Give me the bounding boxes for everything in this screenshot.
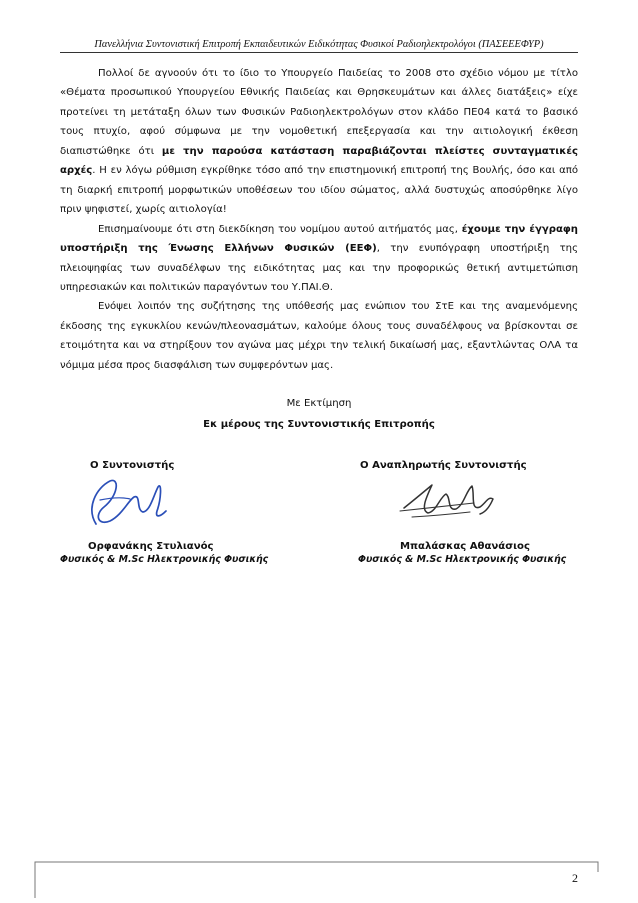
- footer-frame: [35, 862, 598, 898]
- paragraph-1-emphasis: με την παρούσα κατάσταση παραβιάζονται πλείστες συνταγματικές αρχές: [60, 145, 578, 177]
- paragraph-1-text-end: . Η εν λόγω ρύθμιση εγκρίθηκε τόσο από την επιστημονική επιτροπή της Βουλής, όσο και από τη διαρκή επιτροπή μορφωτικών υποθέσεων του ιδίου σώματος, αλλά δυστυχώς αποσύρθηκε λίγο πριν ψηφιστεί, χωρίς αιτιολογία!: [60, 165, 578, 216]
- signatory-1-role: Ο Συντονιστής: [90, 460, 175, 471]
- signatory-2-role: Ο Αναπληρωτής Συντονιστής: [360, 460, 527, 471]
- signatory-2-credential: Φυσικός & M.Sc Ηλεκτρονικής Φυσικής: [358, 554, 567, 565]
- paragraph-2-text: Επισημαίνουμε ότι στη διεκδίκηση του νομίμου αυτού αιτήματός μας,: [98, 223, 462, 235]
- page-number: 2: [572, 871, 578, 885]
- paragraph-2-text-end: , την ενυπόγραφη υποστήριξη της πλειοψηφίας των συναδέλφων της ειδικότητας μας και την προφορικώς θετική αντιμετώπιση υπηρεσιακών και πολιτικών παραγόντων του Υ.ΠΑΙ.Θ.: [60, 243, 578, 293]
- closing-on-behalf: Εκ μέρους της Συντονιστικής Επιτροπής: [203, 419, 435, 430]
- signature-1-image: [92, 480, 166, 524]
- paragraph-2-emphasis: έχουμε την έγγραφη υποστήριξη της Ένωσης Ελλήνων Φυσικών (ΕΕΦ): [60, 223, 578, 255]
- paragraph-1-text: Πολλοί δε αγνοούν ότι το ίδιο το Υπουργείο Παιδείας το 2008 στο σχέδιο νόμου με τίτλο «Θέματα προσωπικού Υπουργείου Εθνικής Παιδείας και Θρησκευμάτων και άλλες διατάξεις» είχε προτείνει τη μετάταξη όλων των Φυσικών Ραδιοηλεκτρολόγων στον κλάδο ΠΕ04 κατά το βασικό τους πτυχίο, αφού σύμφωνα με την νομοθετική επεξεργασία και την αιτιολογική έκθεση διαπιστώθηκε ότι: [60, 68, 578, 157]
- paragraph-3-text: Ενόψει λοιπόν της συζήτησης της υπόθεσής μας ενώπιον του ΣτΕ και της αναμενόμενης έκδοσης της εγκυκλίου κενών/πλεονασμάτων, καλούμε όλους τους συναδέλφους να βρίσκονται σε ετοιμότητα και να στηρίξουν τον αγώνα μας μέχρι την τελική δικαίωσή μας, εξαντλώντας ΟΛΑ τα νόμιμα μέσα προς διασφάλιση των συμφερόντων μας.: [60, 301, 578, 371]
- signatory-1-name: Ορφανάκης Στυλιανός: [88, 541, 214, 552]
- signature-1-stroke: [100, 498, 130, 500]
- running-header: Πανελλήνια Συντονιστική Επιτροπή Εκπαιδευτικών Ειδικότητας Φυσικοί Ραδιοηλεκτρολόγοι (ΠΑΣΕΕΕΦΥΡ): [60, 38, 578, 53]
- closing-regards: Με Εκτίμηση: [286, 398, 352, 409]
- signatory-1-credential: Φυσικός & M.Sc Ηλεκτρονικής Φυσικής: [60, 554, 269, 565]
- signatory-2-name: Μπαλάσκας Αθανάσιος: [400, 541, 530, 552]
